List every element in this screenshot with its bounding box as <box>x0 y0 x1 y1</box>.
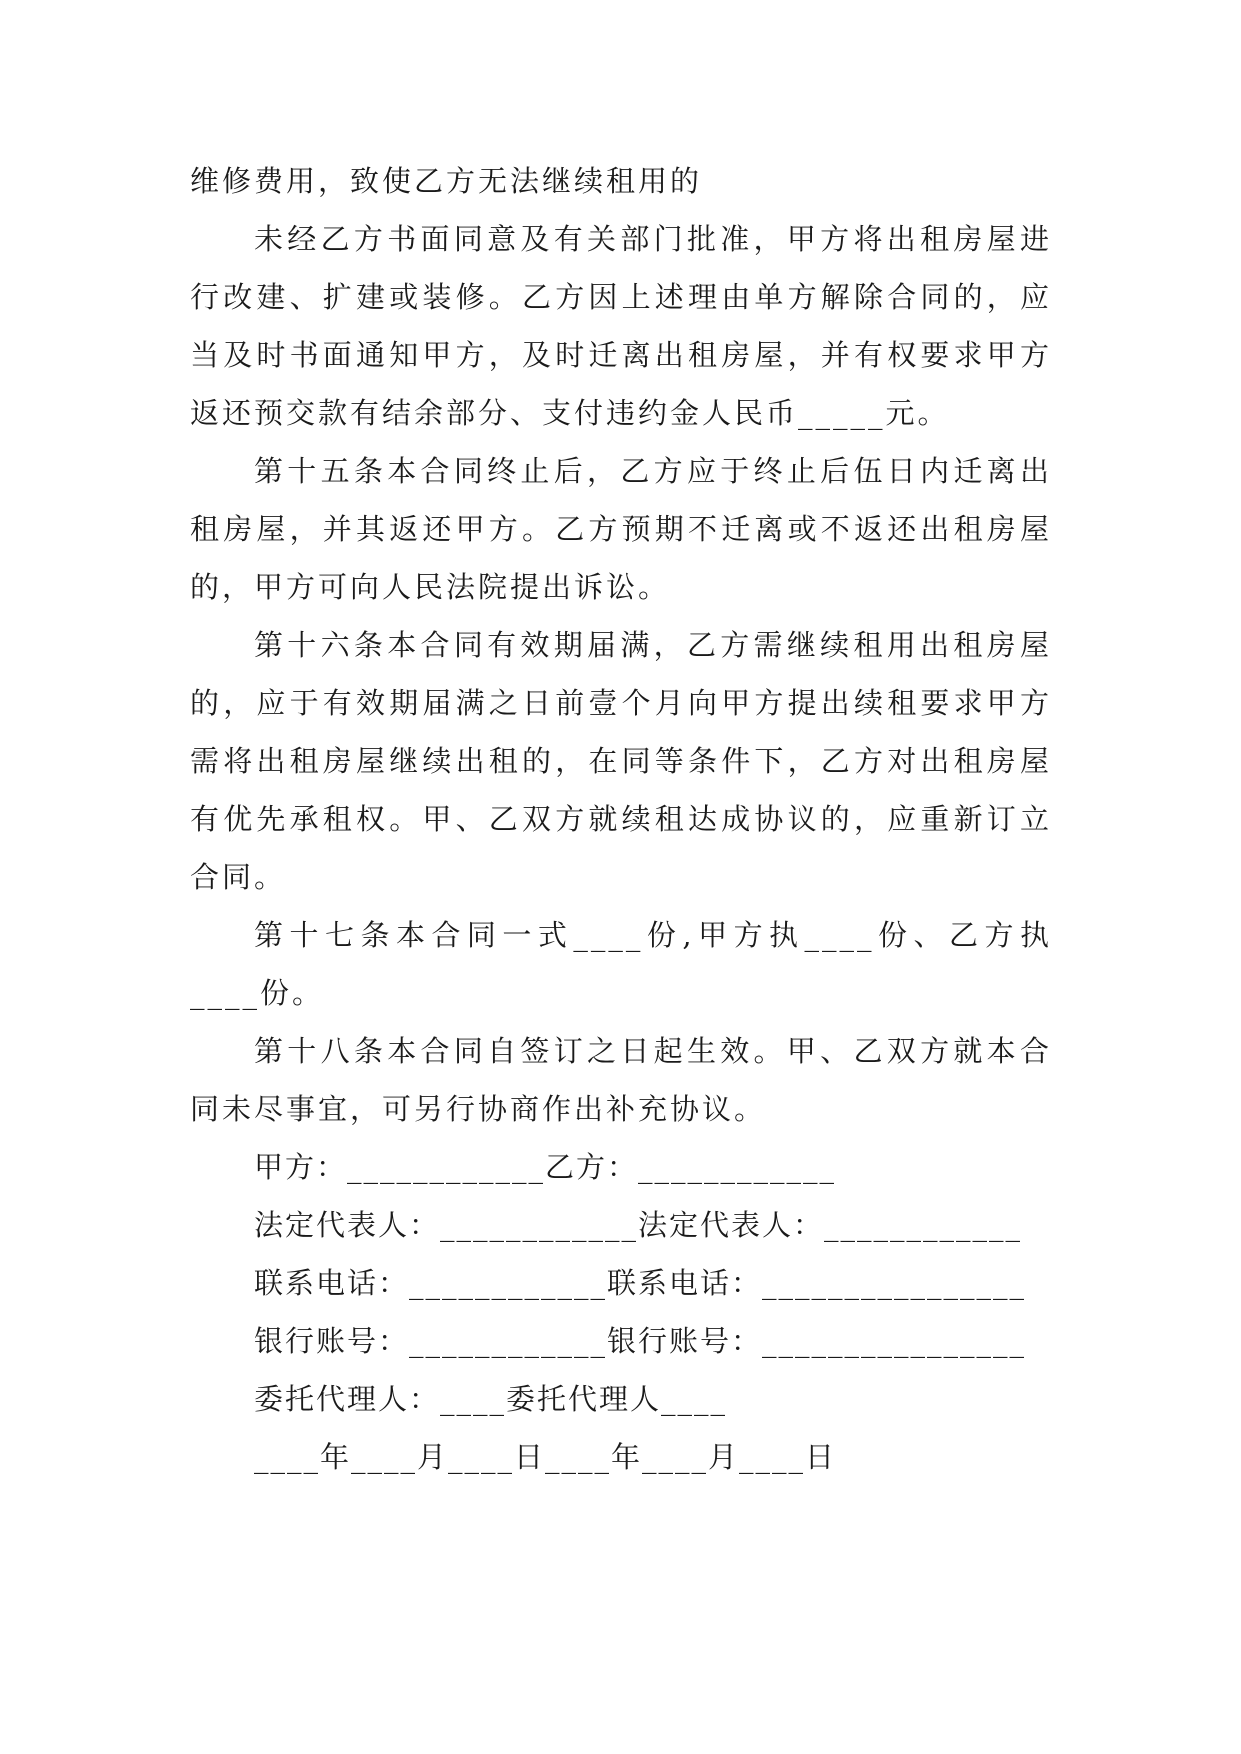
signature-phone-line: 联系电话：____________联系电话：________________ <box>254 1266 1027 1300</box>
paragraph-continuation: 维修费用，致使乙方无法继续租用的 <box>190 164 703 198</box>
signature-date-line: ____年____月____日____年____月____日 <box>254 1440 837 1474</box>
paragraph-article-16: 第十六条本合同有效期届满，乙方需继续租用出租房屋的，应于有效期届满之日前壹个月向甲方提出续租要求甲方需将出租房屋继续出租的，在同等条件下，乙方对出租房屋有优先承租权。甲、乙双方就续租达成协议的，应重新订立合同。 <box>190 628 1052 894</box>
paragraph-article-15: 第十五条本合同终止后，乙方应于终止后伍日内迁离出租房屋，并其返还甲方。乙方预期不迁离或不返还出租房屋的，甲方可向人民法院提出诉讼。 <box>190 454 1052 604</box>
paragraph-unauthorized-renovation: 未经乙方书面同意及有关部门批准，甲方将出租房屋进行改建、扩建或装修。乙方因上述理由单方解除合同的，应当及时书面通知甲方，及时迁离出租房屋，并有权要求甲方返还预交款有结余部分、支付违约金人民币_____元。 <box>190 222 1052 430</box>
paragraph-article-17: 第十七条本合同一式____份,甲方执____份、乙方执____份。 <box>190 918 1052 1010</box>
signature-bank-account-line: 银行账号：____________银行账号：________________ <box>254 1324 1027 1358</box>
paragraph-article-18: 第十八条本合同自签订之日起生效。甲、乙双方就本合同未尽事宜，可另行协商作出补充协议。 <box>190 1034 1052 1126</box>
signature-party-line: 甲方：____________乙方：____________ <box>254 1150 837 1184</box>
document-body <box>190 152 1052 1486</box>
signature-agent-line: 委托代理人：____委托代理人____ <box>254 1382 728 1416</box>
signature-legal-rep-line: 法定代表人：____________法定代表人：____________ <box>254 1208 1023 1242</box>
